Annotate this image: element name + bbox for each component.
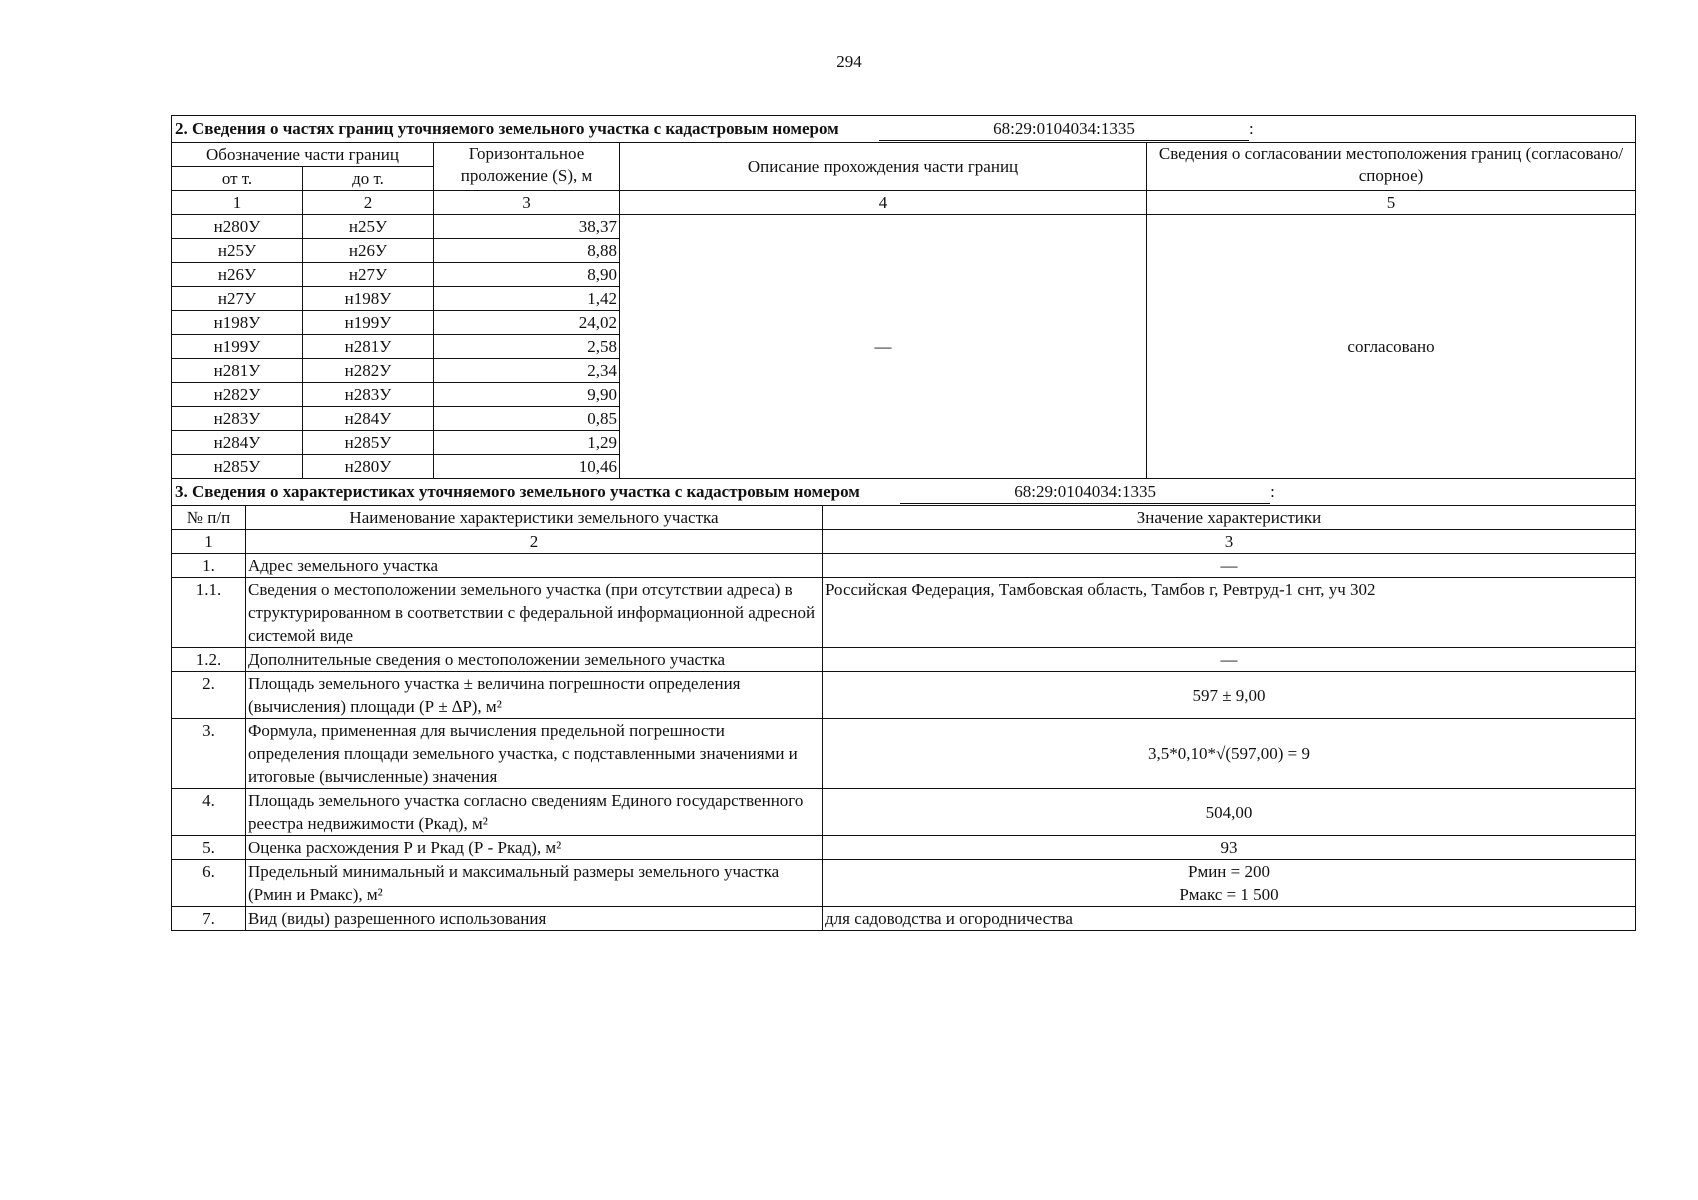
point-from: н283У: [172, 407, 303, 431]
characteristic-name: Адрес земельного участка: [246, 554, 823, 578]
characteristic-value: 93: [823, 836, 1636, 860]
point-from: н282У: [172, 383, 303, 407]
row-number: 4.: [172, 789, 246, 836]
agreement-value: согласовано: [1147, 215, 1636, 479]
characteristic-name: Вид (виды) разрешенного использования: [246, 907, 823, 931]
distance: 9,90: [434, 383, 620, 407]
min-size-value: Рмин = 200: [1188, 862, 1270, 881]
distance: 1,42: [434, 287, 620, 311]
distance: 10,46: [434, 455, 620, 479]
section2-cadastral-number: 68:29:0104034:1335: [879, 117, 1249, 141]
characteristic-value-range: [823, 860, 1636, 907]
col-number-2: 2: [303, 191, 434, 215]
characteristic-value: Российская Федерация, Тамбовская область, Тамбов г, Ревтруд-1 снт, уч 302: [823, 578, 1636, 648]
col-number-2: 2: [246, 530, 823, 554]
header-value: Значение характеристики: [823, 506, 1636, 530]
characteristic-value: —: [823, 554, 1636, 578]
table-row: [172, 719, 1636, 789]
table-row: [172, 836, 1636, 860]
table-row: [172, 907, 1636, 931]
characteristic-value: для садоводства и огородничества: [823, 907, 1636, 931]
point-from: н280У: [172, 215, 303, 239]
point-to: н281У: [303, 335, 434, 359]
distance: 8,90: [434, 263, 620, 287]
point-from: н281У: [172, 359, 303, 383]
section3-title: 3. Сведения о характеристиках уточняемого земельного участка с кадастровым номером: [175, 482, 860, 501]
row-number: 7.: [172, 907, 246, 931]
characteristics-table: [171, 478, 1636, 931]
header-agreement: Сведения о согласовании местоположения границ (согласовано/спорное): [1147, 143, 1636, 191]
characteristic-name: Дополнительные сведения о местоположении земельного участка: [246, 648, 823, 672]
row-number: 1.: [172, 554, 246, 578]
point-to: н199У: [303, 311, 434, 335]
col-number-1: 1: [172, 530, 246, 554]
distance: 8,88: [434, 239, 620, 263]
header-horizontal: Горизонтальное проложение (S), м: [434, 143, 620, 191]
header-to: до т.: [303, 167, 434, 191]
point-to: н27У: [303, 263, 434, 287]
characteristic-name: Площадь земельного участка ± величина погрешности определения (вычисления) площади (Р ± ∆Р), м²: [246, 672, 823, 719]
point-to: н282У: [303, 359, 434, 383]
table-row: [172, 648, 1636, 672]
characteristic-name: Предельный минимальный и максимальный размеры земельного участка (Рмин и Рмакс), м²: [246, 860, 823, 907]
cadastral-document: [171, 115, 1635, 931]
header-num: № п/п: [172, 506, 246, 530]
characteristic-value: 504,00: [823, 789, 1636, 836]
row-number: 5.: [172, 836, 246, 860]
header-designation: Обозначение части границ: [172, 143, 434, 167]
point-to: н280У: [303, 455, 434, 479]
table-row: [172, 554, 1636, 578]
col-number-4: 4: [620, 191, 1147, 215]
boundary-parts-table: [171, 115, 1636, 479]
row-number: 2.: [172, 672, 246, 719]
row-number: 3.: [172, 719, 246, 789]
table-row: [172, 215, 1636, 239]
col-number-5: 5: [1147, 191, 1636, 215]
max-size-value: Рмакс = 1 500: [1179, 885, 1279, 904]
col-number-3: 3: [823, 530, 1636, 554]
point-from: н284У: [172, 431, 303, 455]
row-number: 1.2.: [172, 648, 246, 672]
header-from: от т.: [172, 167, 303, 191]
distance: 1,29: [434, 431, 620, 455]
section2-title: 2. Сведения о частях границ уточняемого земельного участка с кадастровым номером: [175, 119, 839, 138]
characteristic-value: 3,5*0,10*√(597,00) = 9: [823, 719, 1636, 789]
point-to: н284У: [303, 407, 434, 431]
table-row: [172, 578, 1636, 648]
point-from: н199У: [172, 335, 303, 359]
section3-suffix: :: [1270, 482, 1275, 501]
point-from: н285У: [172, 455, 303, 479]
distance: 38,37: [434, 215, 620, 239]
point-to: н283У: [303, 383, 434, 407]
characteristic-name: Сведения о местоположении земельного участка (при отсутствии адреса) в структурированном в соответствии с федеральной информационной адресной системой виде: [246, 578, 823, 648]
page-number: 294: [836, 52, 862, 71]
point-from: н26У: [172, 263, 303, 287]
description-value: —: [620, 215, 1147, 479]
point-from: н27У: [172, 287, 303, 311]
point-from: н25У: [172, 239, 303, 263]
table-row: [172, 672, 1636, 719]
point-from: н198У: [172, 311, 303, 335]
point-to: н26У: [303, 239, 434, 263]
section2-title-cell: [172, 116, 1636, 143]
point-to: н25У: [303, 215, 434, 239]
characteristic-name: Площадь земельного участка согласно сведениям Единого государственного реестра недвижимости (Ркад), м²: [246, 789, 823, 836]
header-description: Описание прохождения части границ: [620, 143, 1147, 191]
distance: 2,34: [434, 359, 620, 383]
distance: 24,02: [434, 311, 620, 335]
section3-cadastral-number: 68:29:0104034:1335: [900, 480, 1270, 504]
header-name: Наименование характеристики земельного участка: [246, 506, 823, 530]
row-number: 1.1.: [172, 578, 246, 648]
point-to: н198У: [303, 287, 434, 311]
section3-title-cell: [172, 479, 1636, 506]
characteristic-value: —: [823, 648, 1636, 672]
characteristic-value: 597 ± 9,00: [823, 672, 1636, 719]
col-number-3: 3: [434, 191, 620, 215]
distance: 2,58: [434, 335, 620, 359]
table-row: [172, 789, 1636, 836]
characteristic-name: Формула, примененная для вычисления предельной погрешности определения площади земельного участка, с подставленными значениями и итоговые (вычисленные) значения: [246, 719, 823, 789]
point-to: н285У: [303, 431, 434, 455]
row-number: 6.: [172, 860, 246, 907]
section2-suffix: :: [1249, 119, 1254, 138]
col-number-1: 1: [172, 191, 303, 215]
distance: 0,85: [434, 407, 620, 431]
characteristic-name: Оценка расхождения Р и Ркад (Р - Ркад), м²: [246, 836, 823, 860]
table-row: [172, 860, 1636, 907]
